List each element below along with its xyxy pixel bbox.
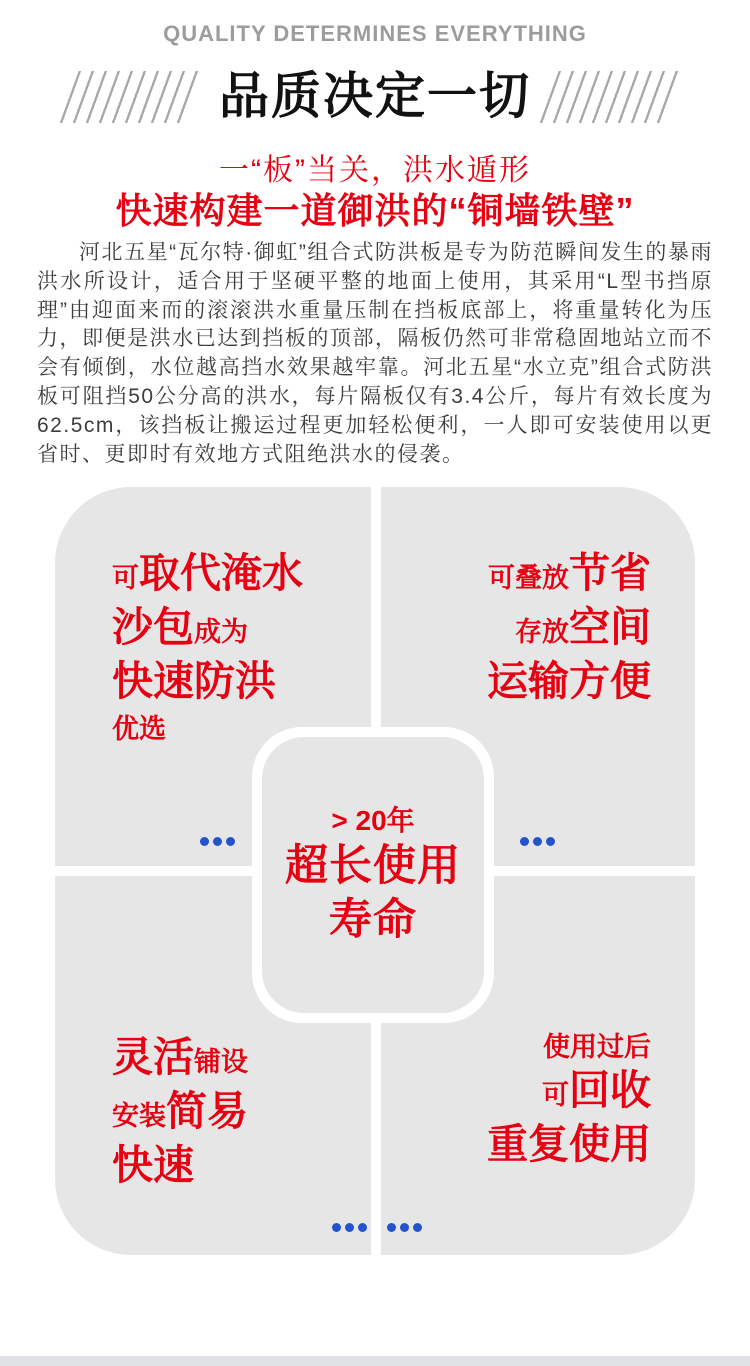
- intro-paragraph: 河北五星“瓦尔特·御虹”组合式防洪板是专为防范瞬间发生的暴雨洪水所设计，适合用于坚硬平整的地面上使用，其采用“L型书挡原理”由迎面来而的滚滚洪水重量压制在挡板底部上，将重量转化为压力，即便是洪水已达到挡板的顶部，隔板仍然可非常稳固地站立而不会有倾倒，水位越高挡水效果越牢靠。河北五星“水立克”组合式防洪板可阻挡50公分高的洪水，每片隔板仅有3.4公斤，每片有效长度为62.5cm，该挡板让搬运过程更加轻松便利，一人即可安装使用以更省时、更即时有效地方式阻绝洪水的侵袭。: [37, 241, 713, 466]
- feature-text-large: 回收: [569, 1067, 651, 1113]
- feature-line: [112, 1089, 371, 1143]
- feature-text-large: 快速: [112, 1142, 194, 1188]
- lifespan-label-1: 超长使用: [285, 842, 461, 890]
- feature-text-small: 安装: [112, 1101, 166, 1131]
- feature-card-text: [381, 487, 695, 713]
- bottom-divider-bar: [0, 1356, 750, 1366]
- feature-line: [381, 1031, 651, 1068]
- feature-line: [112, 659, 371, 713]
- feature-text-large: 节省: [569, 550, 651, 596]
- ellipsis-dots-icon: [520, 837, 555, 846]
- diagonal-hatch-right-icon: [540, 71, 687, 123]
- feature-text-small: 存放: [515, 617, 569, 647]
- feature-text-large: 沙包: [112, 604, 194, 650]
- feature-text-small: 可: [112, 563, 139, 593]
- lifespan-badge-inner: [262, 737, 484, 1013]
- tagline: 一“板”当关，洪水遁形: [219, 154, 531, 187]
- feature-text-small: 可: [542, 1080, 569, 1110]
- lifespan-label-2: 寿命: [329, 896, 417, 944]
- feature-text-large: 空间: [569, 604, 651, 650]
- feature-line: [381, 1122, 651, 1176]
- ellipsis-dots-icon: [200, 837, 235, 846]
- feature-text-small: 可叠放: [488, 563, 569, 593]
- feature-text-small: 使用过后: [543, 1032, 651, 1062]
- lifespan-value: > 20年: [331, 805, 415, 836]
- feature-card-text: [55, 487, 371, 750]
- feature-line: [381, 1068, 651, 1122]
- feature-line: [112, 1035, 371, 1089]
- feature-line: [112, 1143, 371, 1197]
- ellipsis-dots-icon: [387, 1223, 422, 1232]
- feature-text-large: 重复使用: [487, 1121, 651, 1167]
- ellipsis-dots-icon: [332, 1223, 367, 1232]
- feature-line: [112, 551, 371, 605]
- feature-text-large: 取代淹水: [139, 550, 303, 596]
- feature-line: [381, 551, 651, 605]
- feature-text-large: 快速防洪: [112, 658, 276, 704]
- feature-grid: [55, 487, 695, 1255]
- feature-text-large: 简易: [166, 1088, 248, 1134]
- feature-line: [381, 659, 651, 713]
- feature-line: [381, 605, 651, 659]
- feature-text-small: 铺设: [194, 1047, 248, 1077]
- feature-text-large: 灵活: [112, 1034, 194, 1080]
- feature-text-small: 成为: [194, 617, 248, 647]
- lifespan-badge: [252, 727, 494, 1023]
- feature-text-large: 运输方便: [487, 658, 651, 704]
- page-title: 品质决定一切: [219, 68, 531, 124]
- feature-line: [112, 605, 371, 659]
- diagonal-hatch-left-icon: [60, 71, 207, 123]
- english-subtitle: QUALITY DETERMINES EVERYTHING: [163, 21, 587, 46]
- title-row: [0, 56, 750, 128]
- slogan: 快速构建一道御洪的“铜墙铁壁”: [115, 190, 635, 231]
- feature-text-small: 优选: [112, 714, 166, 744]
